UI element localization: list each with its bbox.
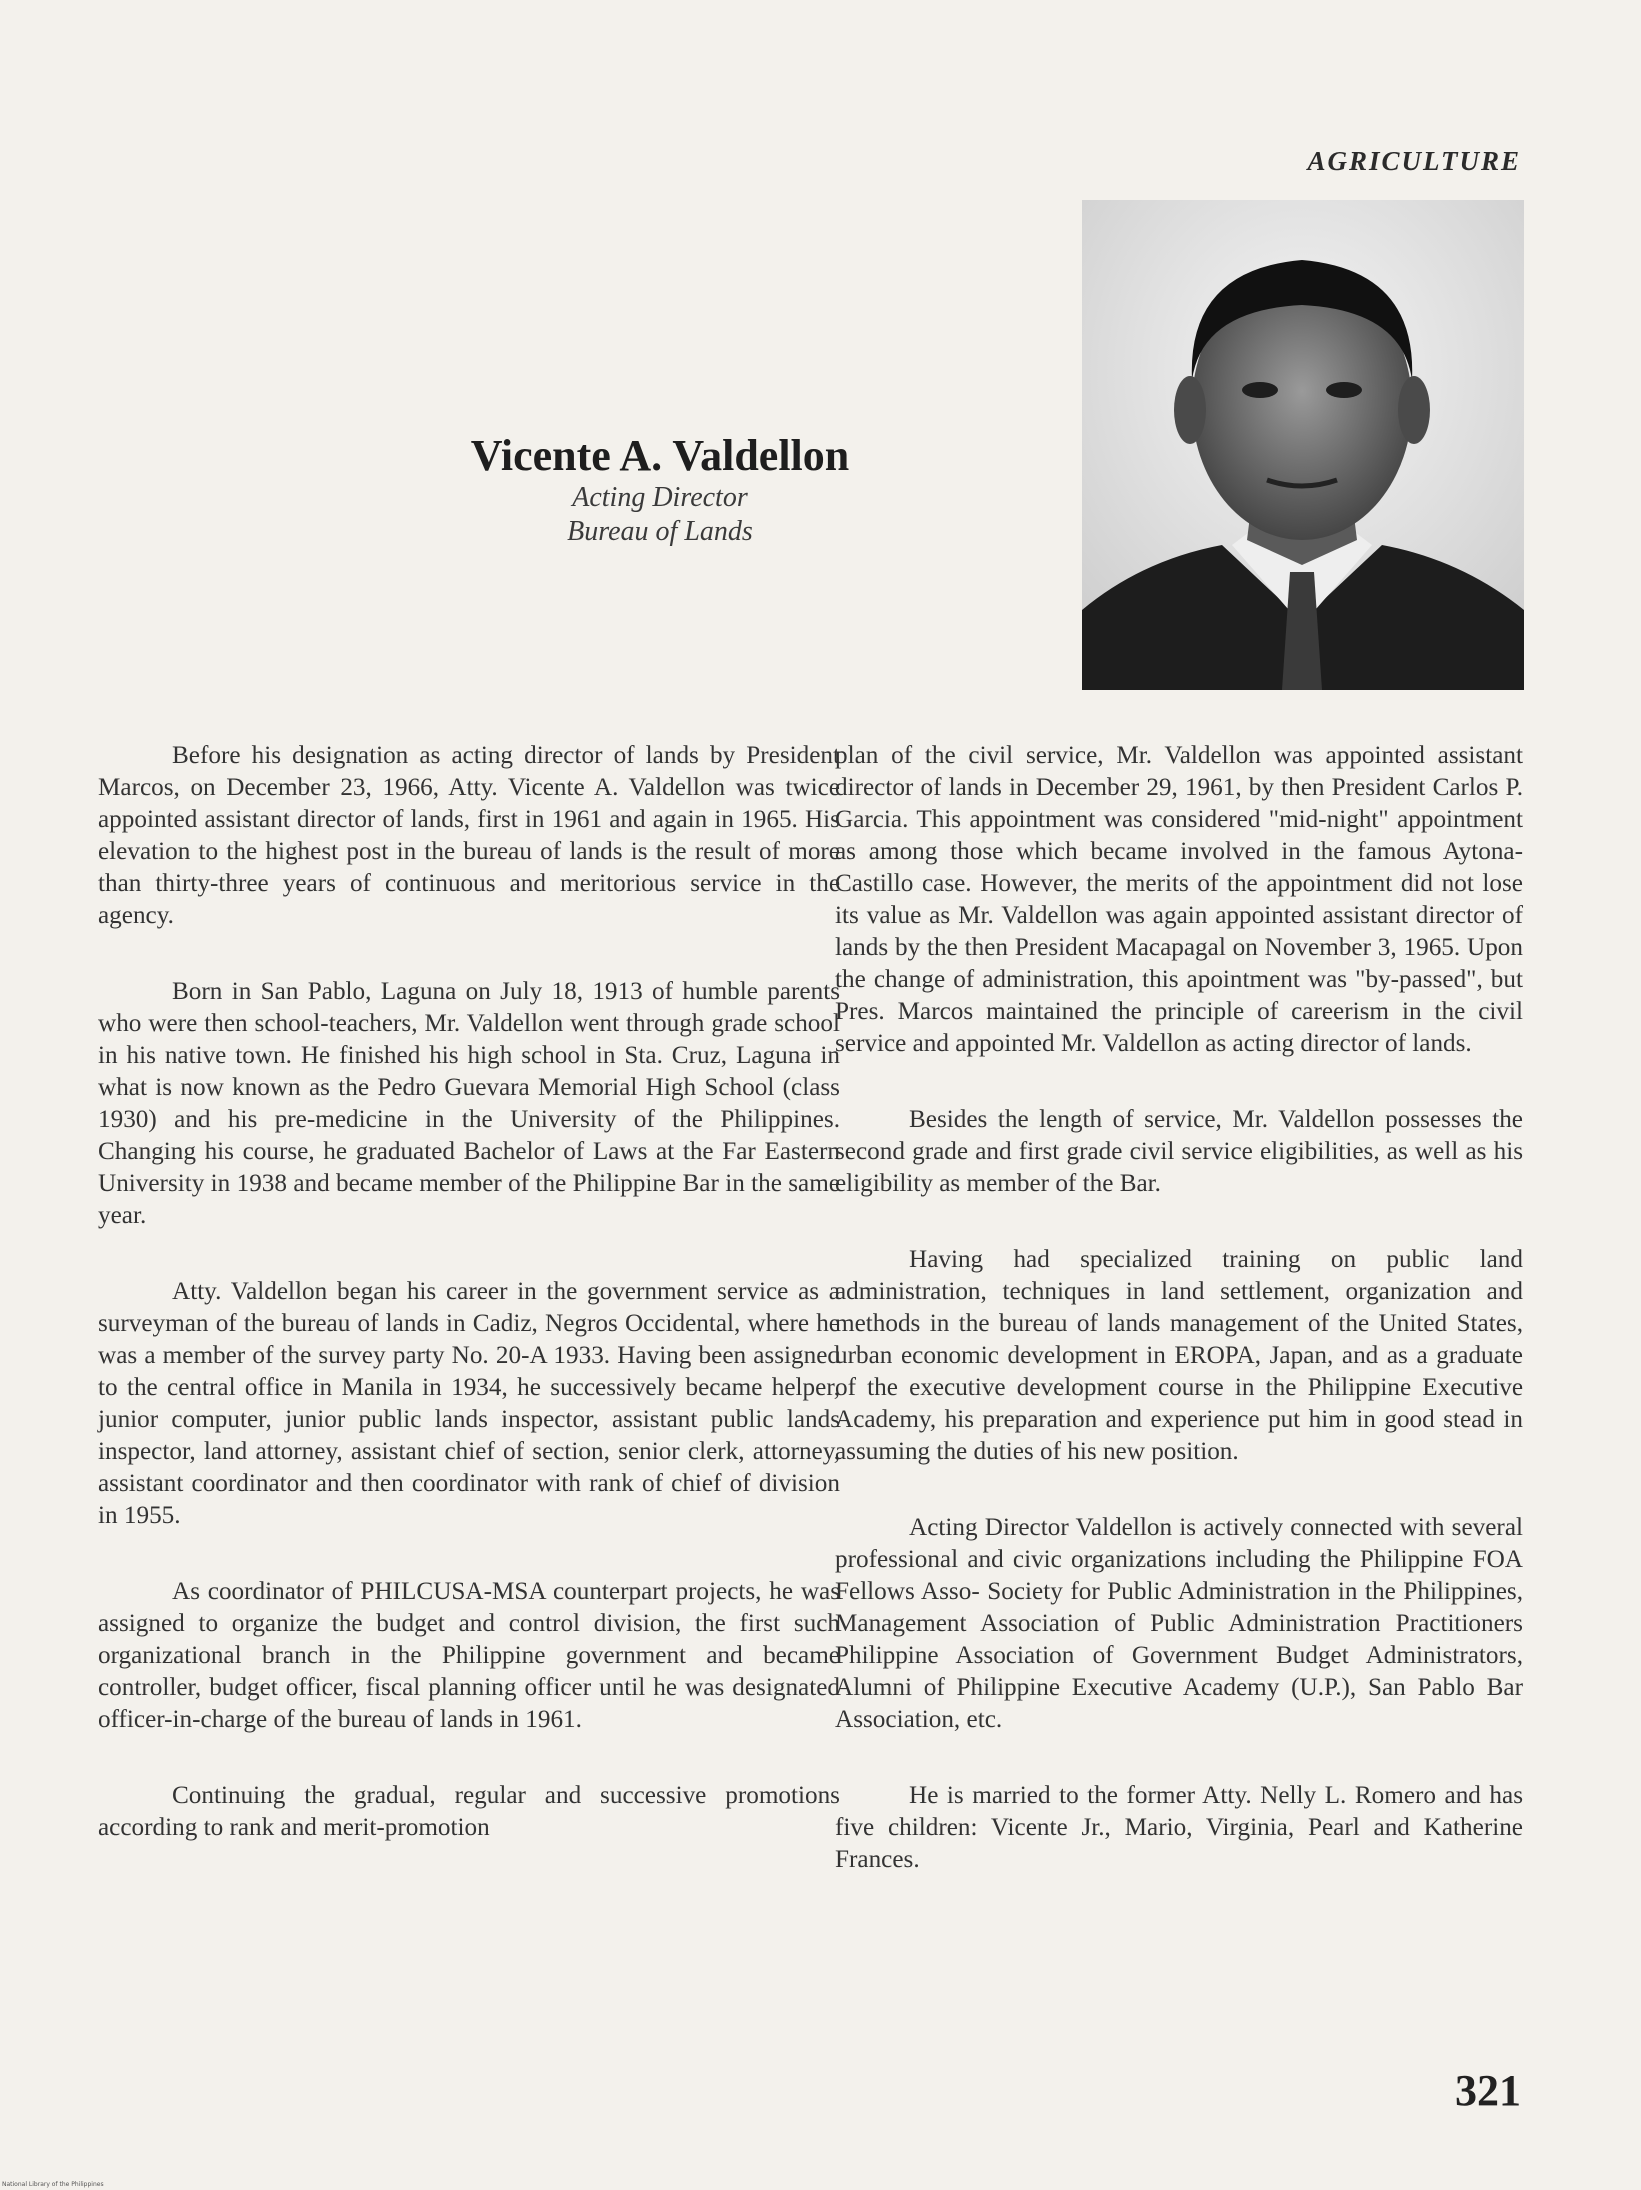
profile-title-1: Acting Director xyxy=(572,482,748,513)
paragraph: Besides the length of service, Mr. Valdellon possesses the second grade and first grade civil service eligibilities, as well as his eligibility as member of the Bar. xyxy=(835,1106,1523,1197)
profile-name: Vicente A. Valdellon xyxy=(470,431,850,480)
paragraph: As coordinator of PHILCUSA-MSA counterpart projects, he was assigned to organize the budget and control division, the first such organizational branch in the Philippine government and became controller, budget officer, fiscal planning officer until he was designated officer-in-charge of the bureau of lands in 1961. xyxy=(98,1578,840,1733)
paragraph: Having had specialized training on public land administration, techniques in land settlement, organization and methods in the bureau of lands management of the United States, urban economic development in EROPA, Japan, and as a graduate of the executive development course in the Philippine Executive Academy, his preparation and experience put him in good stead in assuming the duties of his new position. xyxy=(835,1246,1523,1465)
paragraph: Before his designation as acting director of lands by President Marcos, on December 23, 1966, Atty. Vicente A. Valdellon was twice appointed assistant director of lands, first in 1961 and again in 1965. His elevation to the highest post in the bureau of lands is the result of more than thirty-three years of continuous and meritorious service in the agency. xyxy=(98,742,840,929)
paragraph: plan of the civil service, Mr. Valdellon was appointed assistant director of lands in December 29, 1961, by then President Carlos P. Garcia. This appointment was considered "mid-night" appointment as among those which became involved in the famous Aytona-Castillo case. However, the merits of the appointment did not lose its value as Mr. Valdellon was again appointed assistant director of lands by the then President Macapagal on November 3, 1965. Upon the change of administration, this apointment was "by-passed", but Pres. Marcos maintained the principle of careerism in the civil service and appointed Mr. Valdellon as acting director of lands. xyxy=(835,742,1523,1057)
paragraph: Born in San Pablo, Laguna on July 18, 1913 of humble parents who were then school-teachers, Mr. Valdellon went through grade school in his native town. He finished his high school in Sta. Cruz, Laguna in what is now known as the Pedro Guevara Memorial High School (class 1930) and his pre-medicine in the University of the Philippines. Changing his course, he graduated Bachelor of Laws at the Far Eastern University in 1938 and became member of the Philippine Bar in the same year. xyxy=(98,978,840,1229)
portrait-photo xyxy=(1082,200,1524,690)
footer-credit: National Library of the Philippines xyxy=(2,2181,104,2188)
right-column xyxy=(835,740,1523,1920)
page-number: 321 xyxy=(1455,2066,1521,2115)
left-column xyxy=(98,740,840,1888)
paragraph: Atty. Valdellon began his career in the government service as a surveyman of the bureau of lands in Cadiz, Negros Occidental, where he was a member of the survey party No. 20-A 1933. Having been assigned to the central office in Manila in 1934, he successively became helper, junior computer, junior public lands inspector, assistant public lands inspector, land attorney, assistant chief of section, senior clerk, attorney, assistant coordinator and then coordinator with rank of chief of division in 1955. xyxy=(98,1278,840,1529)
paragraph: He is married to the former Atty. Nelly L. Romero and has five children: Vicente Jr., Mario, Virginia, Pearl and Katherine Frances. xyxy=(835,1782,1523,1873)
portrait-icon xyxy=(1082,200,1524,690)
profile-title-2: Bureau of Lands xyxy=(567,516,753,547)
section-label: AGRICULTURE xyxy=(1307,146,1521,176)
profile-header xyxy=(400,430,920,549)
paragraph: Continuing the gradual, regular and successive promotions according to rank and merit-promotion xyxy=(98,1782,840,1841)
paragraph: Acting Director Valdellon is actively connected with several professional and civic organizations including the Philippine FOA Fellows Asso- Society for Public Administration in the Philippines, Management Association of Public Administration Practitioners Philippine Association of Government Budget Administrators, Alumni of Philippine Executive Academy (U.P.), San Pablo Bar Association, etc. xyxy=(835,1514,1523,1733)
